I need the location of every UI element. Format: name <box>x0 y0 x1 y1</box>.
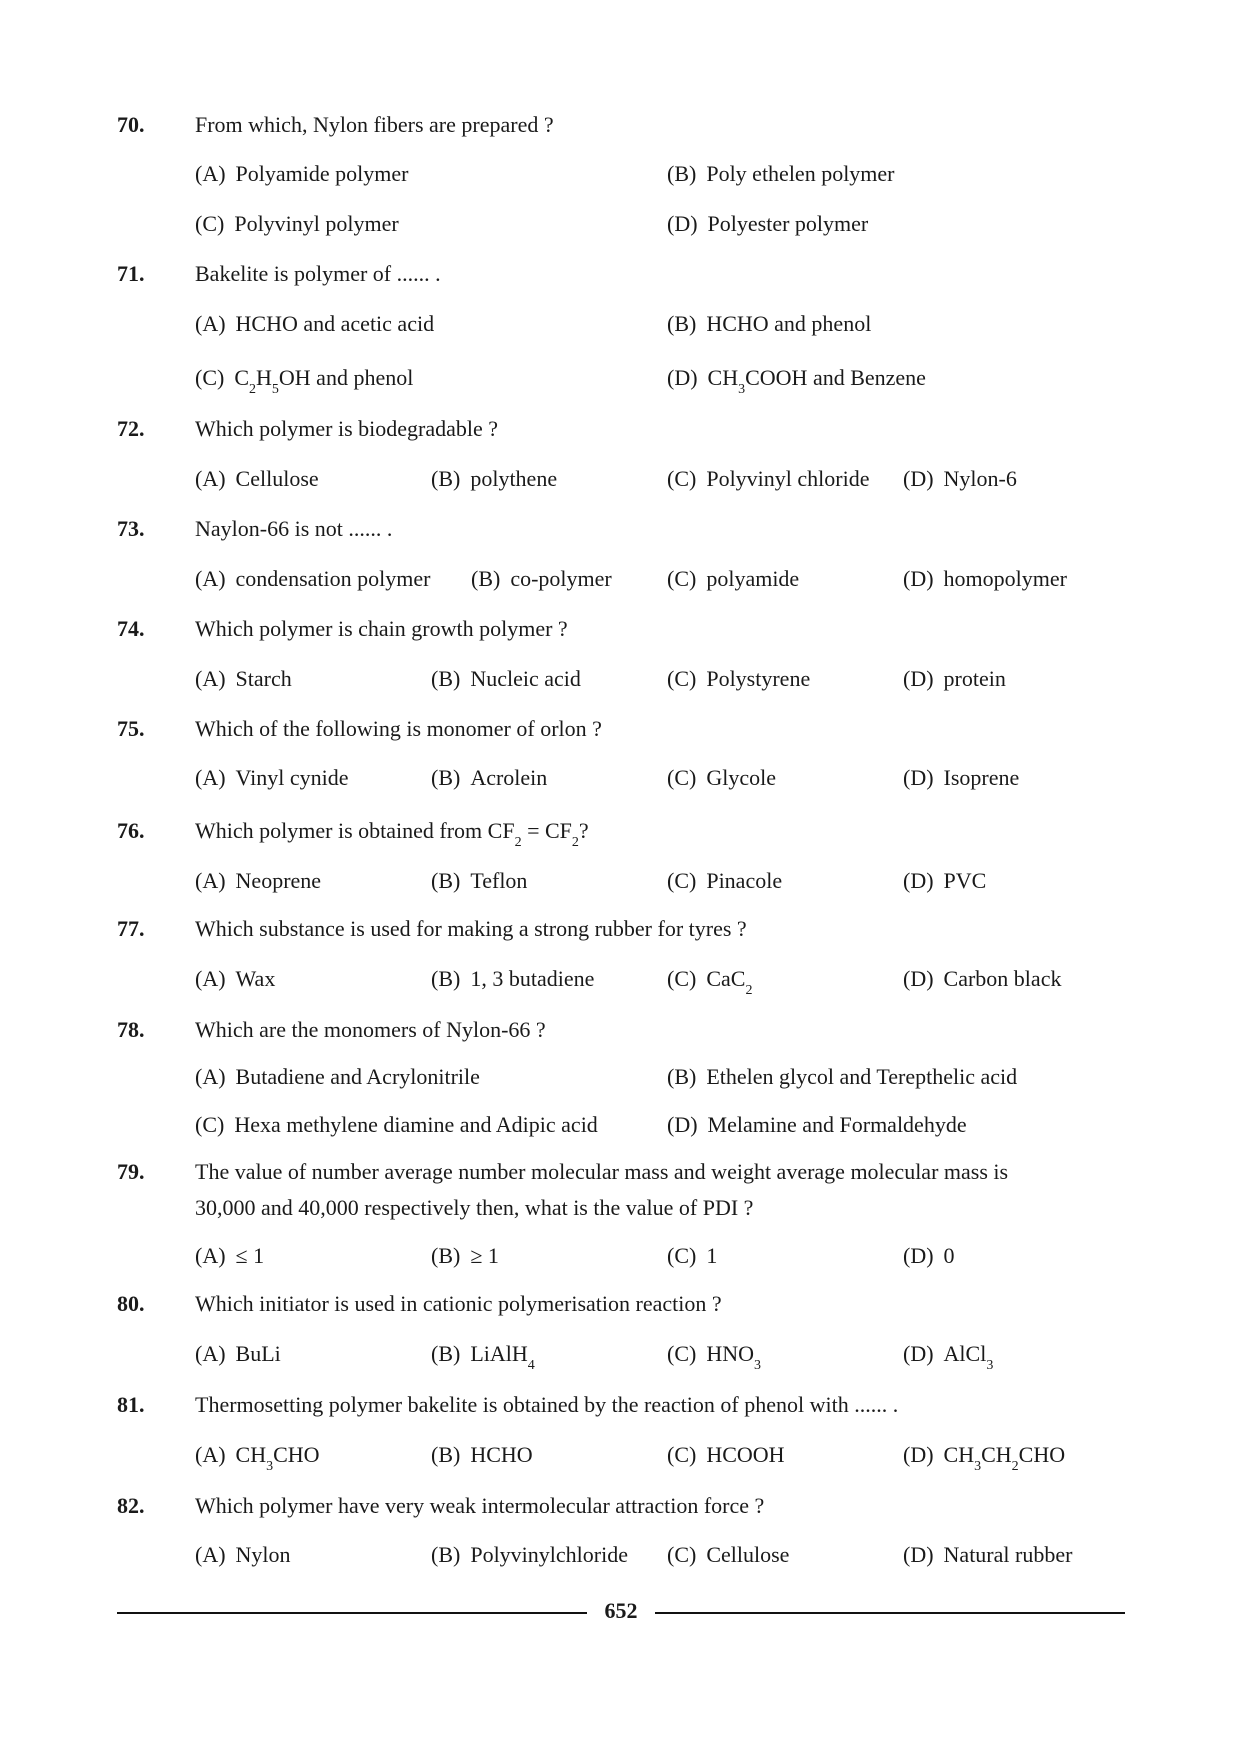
option-label: (B) <box>431 1542 461 1567</box>
option-text: Nylon-6 <box>943 466 1017 491</box>
option-label: (D) <box>903 1442 934 1467</box>
option-text: Isoprene <box>943 765 1020 790</box>
option <box>431 763 547 793</box>
option-text: CaC$_2$ <box>706 966 753 998</box>
option-label: (C) <box>195 1112 225 1137</box>
option-label: (A) <box>195 566 226 591</box>
option-text: ≤ 1 <box>235 1243 265 1268</box>
option <box>667 763 776 793</box>
option-text: Melamine and Formaldehyde <box>707 1112 967 1137</box>
option-text: Hexa methylene diamine and Adipic acid <box>234 1112 598 1137</box>
option-text: polyamide <box>706 566 800 591</box>
option <box>195 564 430 594</box>
option <box>667 1062 1017 1092</box>
option <box>431 464 557 494</box>
option-label: (C) <box>667 466 697 491</box>
option-label: (B) <box>431 666 461 691</box>
option-text: Poly ethelen polymer <box>706 161 895 186</box>
option-text: Cellulose <box>706 1542 790 1567</box>
question-text: Bakelite is polymer of ...... . <box>195 261 441 286</box>
option-label: (C) <box>667 566 697 591</box>
option-label: (C) <box>667 1341 697 1366</box>
question-text: Which polymer have very weak intermolecular attraction force ? <box>195 1493 765 1518</box>
option <box>195 1440 320 1474</box>
question-number: 80. <box>117 1291 145 1316</box>
option <box>195 1110 598 1140</box>
option-label: (B) <box>431 765 461 790</box>
option-text: Polyvinyl chloride <box>706 466 870 491</box>
option-label: (C) <box>667 765 697 790</box>
option <box>667 209 868 239</box>
option-label: (D) <box>667 211 698 236</box>
option <box>903 964 1061 994</box>
option-text: Polyvinyl polymer <box>234 211 399 236</box>
option-text: Neoprene <box>235 868 322 893</box>
option-text: Vinyl cynide <box>235 765 349 790</box>
option-text: Polyester polymer <box>707 211 869 236</box>
option-text: Wax <box>235 966 276 991</box>
option-label: (A) <box>195 466 226 491</box>
option <box>431 866 527 896</box>
option-text: HCHO and acetic acid <box>235 311 435 336</box>
option-text: homopolymer <box>943 566 1067 591</box>
question-text: Thermosetting polymer bakelite is obtained by the reaction of phenol with ...... . <box>195 1392 899 1417</box>
option-text: Teflon <box>470 868 528 893</box>
question-text: Which polymer is biodegradable ? <box>195 416 499 441</box>
option-label: (D) <box>903 466 934 491</box>
option <box>195 209 399 239</box>
option <box>195 664 292 694</box>
option <box>667 464 869 494</box>
option <box>431 1241 499 1271</box>
option <box>903 1440 1065 1474</box>
option-text: HCHO and phenol <box>706 311 872 336</box>
option-text: Polyvinylchloride <box>470 1542 628 1567</box>
option-label: (A) <box>195 1243 226 1268</box>
option-label: (D) <box>903 666 934 691</box>
option-label: (D) <box>903 765 934 790</box>
option <box>903 1540 1072 1570</box>
option <box>195 309 434 339</box>
option <box>903 763 1019 793</box>
option-text: $CH_3COOH$ and Benzene <box>707 365 926 397</box>
question-number: 73. <box>117 516 145 541</box>
option <box>195 763 348 793</box>
option-text: 1, 3 butadiene <box>470 966 595 991</box>
option-label: (B) <box>431 1341 461 1366</box>
option <box>903 564 1067 594</box>
option <box>903 1339 993 1373</box>
option-label: (D) <box>667 1112 698 1137</box>
option-label: (B) <box>667 161 697 186</box>
question-number: 74. <box>117 616 145 641</box>
option <box>431 1339 535 1373</box>
question-text: Which of the following is monomer of orlon ? <box>195 716 602 741</box>
question-number: 76. <box>117 818 145 843</box>
option <box>667 309 871 339</box>
option-label: (A) <box>195 765 226 790</box>
option-text: LiAlH$_4$ <box>470 1341 535 1373</box>
page-number: 652 <box>604 1598 638 1623</box>
option <box>903 1241 955 1271</box>
question-number: 71. <box>117 261 145 286</box>
option-label: (D) <box>903 868 934 893</box>
option-label: (A) <box>195 161 226 186</box>
option <box>431 1440 533 1470</box>
option <box>667 1440 785 1470</box>
option-text: ≥ 1 <box>470 1243 499 1268</box>
option <box>667 564 799 594</box>
question-number: 75. <box>117 716 145 741</box>
option-text: $CH_3CHO$ <box>235 1442 320 1474</box>
option-label: (B) <box>431 868 461 893</box>
option-label: (A) <box>195 868 226 893</box>
question-text: Naylon-66 is not ...... . <box>195 516 393 541</box>
option-label: (D) <box>903 1341 934 1366</box>
option-label: (B) <box>431 1442 461 1467</box>
option-text: HCOOH <box>706 1442 785 1467</box>
option <box>431 1540 628 1570</box>
option-label: (A) <box>195 666 226 691</box>
option-label: (C) <box>667 1542 697 1567</box>
option <box>667 1241 717 1271</box>
option-label: (A) <box>195 311 226 336</box>
option-label: (C) <box>195 365 225 390</box>
question-text: Which are the monomers of Nylon-66 ? <box>195 1017 546 1042</box>
option <box>195 1540 291 1570</box>
question-number: 82. <box>117 1493 145 1518</box>
option-label: (A) <box>195 966 226 991</box>
option <box>195 1062 480 1092</box>
option <box>667 866 782 896</box>
option-text: Glycole <box>706 765 776 790</box>
option-label: (B) <box>667 1064 697 1089</box>
option-text: $C_2H_5OH$ and phenol <box>234 365 414 397</box>
option-label: (C) <box>667 868 697 893</box>
question-text: Which substance is used for making a strong rubber for tyres ? <box>195 916 747 941</box>
option-text: polythene <box>470 466 558 491</box>
option <box>667 964 752 998</box>
question-number: 79. <box>117 1159 145 1184</box>
question-text: The value of number average number molecular mass and weight average molecular mass is <box>195 1159 1009 1184</box>
option-text: Pinacole <box>706 868 783 893</box>
option <box>195 1339 281 1369</box>
option-text: 0 <box>943 1243 955 1268</box>
option-label: (C) <box>667 1442 697 1467</box>
option-text: PVC <box>943 868 987 893</box>
option-label: (D) <box>903 1243 934 1268</box>
option-text: Natural rubber <box>943 1542 1073 1567</box>
option <box>903 866 986 896</box>
option-label: (B) <box>431 966 461 991</box>
question-number: 70. <box>117 112 145 137</box>
option-text: $HNO_3$ <box>706 1341 761 1373</box>
option-text: Starch <box>235 666 292 691</box>
question-number: 77. <box>117 916 145 941</box>
option-label: (C) <box>667 1243 697 1268</box>
option <box>195 964 275 994</box>
option <box>195 866 321 896</box>
option-label: (B) <box>431 1243 461 1268</box>
option <box>667 159 895 189</box>
option-text: Carbon black <box>943 966 1062 991</box>
option-text: Polystyrene <box>706 666 811 691</box>
option-label: (D) <box>667 365 698 390</box>
option <box>667 1110 967 1140</box>
option <box>431 664 581 694</box>
option <box>471 564 612 594</box>
option-text: Polyamide polymer <box>235 161 409 186</box>
option-label: (D) <box>903 566 934 591</box>
option-label: (C) <box>195 211 225 236</box>
option-label: (B) <box>667 311 697 336</box>
option <box>195 464 319 494</box>
option <box>195 159 408 189</box>
question-text-line-2: 30,000 and 40,000 respectively then, what is the value of PDI ? <box>195 1195 754 1220</box>
option-text: protein <box>943 666 1006 691</box>
option <box>195 363 413 397</box>
option-label: (B) <box>431 466 461 491</box>
option-text: BuLi <box>235 1341 281 1366</box>
question-number: 78. <box>117 1017 145 1042</box>
option-text: Ethelen glycol and Terepthelic acid <box>706 1064 1018 1089</box>
question-text: Which polymer is chain growth polymer ? <box>195 616 568 641</box>
question-text: Which initiator is used in cationic polymerisation reaction ? <box>195 1291 722 1316</box>
option-label: (D) <box>903 1542 934 1567</box>
option-text: 1 <box>706 1243 718 1268</box>
option-text: Acrolein <box>470 765 548 790</box>
option-label: (A) <box>195 1341 226 1366</box>
question-text: Which polymer is obtained from $CF_2 = CF_2$? <box>195 818 589 850</box>
option-label: (D) <box>903 966 934 991</box>
option-text: HCHO <box>470 1442 533 1467</box>
option-label: (A) <box>195 1442 226 1467</box>
option-label: (C) <box>667 666 697 691</box>
option-text: AlCl$_3$ <box>943 1341 994 1373</box>
option-label: (A) <box>195 1064 226 1089</box>
option-label: (B) <box>471 566 501 591</box>
page-footer <box>117 1596 1125 1626</box>
option <box>903 464 1017 494</box>
option-text: $CH_3CH_2CHO$ <box>943 1442 1066 1474</box>
footer-rule-right <box>655 1612 1125 1614</box>
option-text: Nucleic acid <box>470 666 581 691</box>
question-number: 72. <box>117 416 145 441</box>
option <box>667 1540 789 1570</box>
option-text: Nylon <box>235 1542 291 1567</box>
option-label: (C) <box>667 966 697 991</box>
option <box>667 1339 761 1373</box>
question-number: 81. <box>117 1392 145 1417</box>
option-text: co-polymer <box>510 566 612 591</box>
option <box>195 1241 264 1271</box>
option <box>667 363 926 397</box>
option-label: (A) <box>195 1542 226 1567</box>
option <box>667 664 810 694</box>
option-text: Cellulose <box>235 466 319 491</box>
option-text: Butadiene and Acrylonitrile <box>235 1064 480 1089</box>
question-text: From which, Nylon fibers are prepared ? <box>195 112 554 137</box>
option-text: condensation polymer <box>235 566 431 591</box>
option <box>431 964 594 994</box>
option <box>903 664 1006 694</box>
